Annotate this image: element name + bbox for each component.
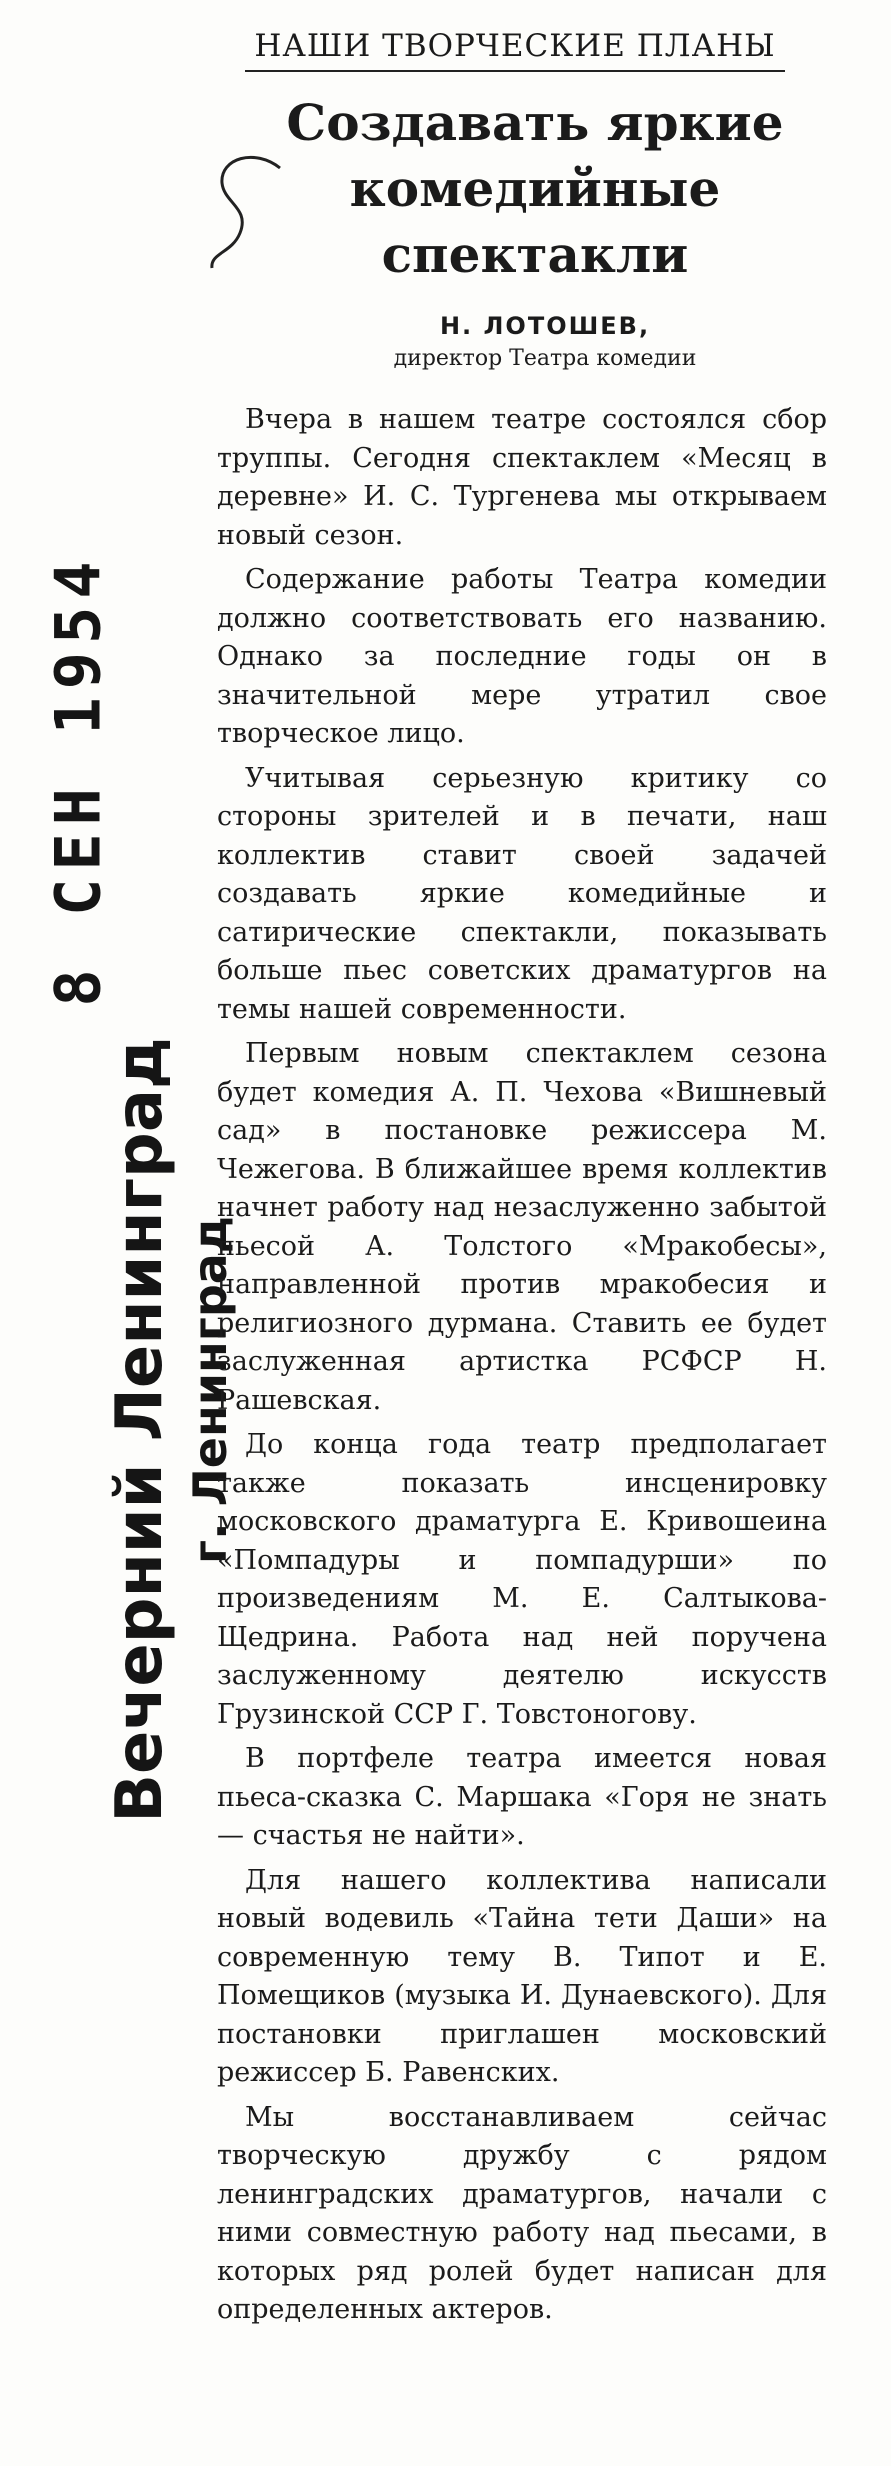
author-name: Н. ЛОТОШЕВ, (439, 312, 651, 340)
handwritten-mark-icon (200, 128, 290, 278)
rubric-heading: НАШИ ТВОРЧЕСКИЕ ПЛАНЫ (245, 28, 785, 72)
date-stamp-text: 8 СЕН 1954 (41, 553, 115, 1007)
paragraph: Содержание работы Театра комедии должно соответствовать его названию. Однако за последние годы он в значительной мере утратил свое творческое лицо. (217, 564, 827, 749)
city-stamp-text: г. Ленинград (183, 1216, 237, 1564)
paragraph: В портфеле театра имеется новая пьеса-сказка С. Маршака «Горя не знать — счастья не найти». (217, 1743, 827, 1851)
title-line: спектакли (381, 225, 689, 284)
author-role: директор Театра комедии (393, 346, 697, 371)
title-line: Создавать яркие (286, 93, 784, 152)
newspaper-article (205, 28, 845, 2336)
paragraph: Для нашего коллектива написали новый водевиль «Тайна тети Даши» на современную тему В. Типот и Е. Помещиков (музыка И. Дунаевского). Для постановки приглашен московский режиссер Б. Равенских. (217, 1864, 827, 2088)
article-title (265, 90, 805, 288)
paragraph: Первым новым спектаклем сезона будет комедия А. П. Чехова «Вишневый сад» в постановке режиссера М. Чежегова. В ближайшее время коллектив начнет работу над незаслуженно забытой пьесой А. Толстого «Мракобесы», направленной против мракобесия и религиозного дурмана. Ставить ее будет заслуженная артистка РСФСР Н. Рашевская. (217, 1038, 827, 1416)
paragraph: До конца года театр предполагает также показать инсценировку московского драматурга Е. Кривошеина «Помпадуры и помпадурши» по произведениям М. Е. Салтыкова-Щедрина. Работа над ней поручена заслуженному деятелю искусств Грузинской ССР Г. Товстоногову. (217, 1429, 827, 1730)
article-body (217, 401, 827, 2330)
paragraph: Учитывая серьезную критику со стороны зрителей и в печати, наш коллектив ставит своей задачей создавать яркие комедийные и сатирические спектакли, показывать больше пьес советских драматургов на темы нашей современности. (217, 762, 827, 1025)
date-stamp (18, 520, 138, 1040)
newspaper-stamp-text: Вечерний Ленинград (103, 1037, 177, 1823)
paragraph: Мы восстанавливаем сейчас творческую дружбу с рядом ленинградских драматургов, начали с ними совместную работу над пьесами, в которых ряд ролей будет написан для определенных актеров. (217, 2101, 827, 2325)
paragraph: Вчера в нашем театре состоялся сбор труппы. Сегодня спектаклем «Месяц в деревне» И. С. Тургенева мы открываем новый сезон. (217, 404, 827, 551)
title-line: комедийные (349, 159, 721, 218)
